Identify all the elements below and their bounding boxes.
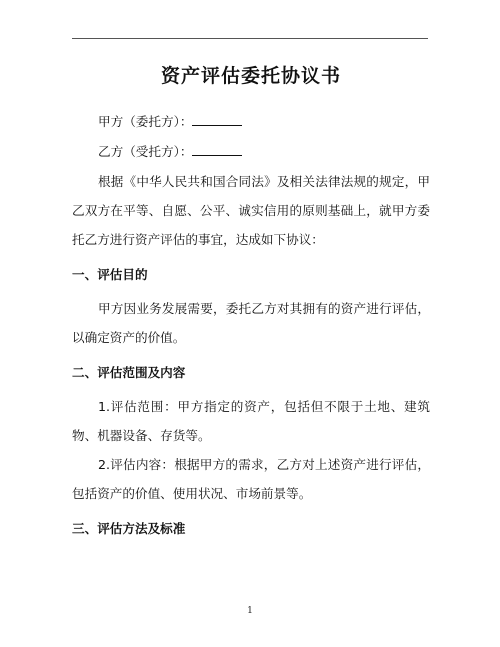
party-a-blank — [192, 112, 242, 126]
intro-paragraph: 根据《中华人民共和国合同法》及相关法律法规的规定，甲乙双方在平等、自愿、公平、诚实信用的原则基础上，就甲方委托乙方进行资产评估的事宜，达成如下协议： — [72, 174, 430, 247]
party-a-label: 甲方（委托方）： — [98, 114, 193, 129]
section-paragraph: 1.评估范围：甲方指定的资产，包括但不限于土地、建筑物、机器设备、存货等。 — [72, 399, 430, 443]
section-paragraph: 2.评估内容：根据甲方的需求，乙方对上述资产进行评估，包括资产的价值、使用状况、市场前景等。 — [72, 457, 430, 501]
page-number: 1 — [247, 606, 253, 616]
document-body — [72, 62, 430, 548]
section-paragraph: 甲方因业务发展需要，委托乙方对其拥有的资产进行评估，以确定资产的价值。 — [72, 301, 430, 345]
party-b-label: 乙方（受托方）： — [98, 144, 193, 159]
section-heading-purpose: 一、评估目的 — [72, 267, 148, 282]
document-title: 资产评估委托协议书 — [160, 65, 341, 87]
party-b-blank — [192, 142, 242, 156]
party-b-line — [72, 137, 430, 166]
party-a-line — [72, 107, 430, 136]
section-heading-scope: 二、评估范围及内容 — [72, 365, 186, 380]
header-rule — [72, 38, 428, 39]
section-heading-method: 三、评估方法及标准 — [72, 521, 186, 536]
